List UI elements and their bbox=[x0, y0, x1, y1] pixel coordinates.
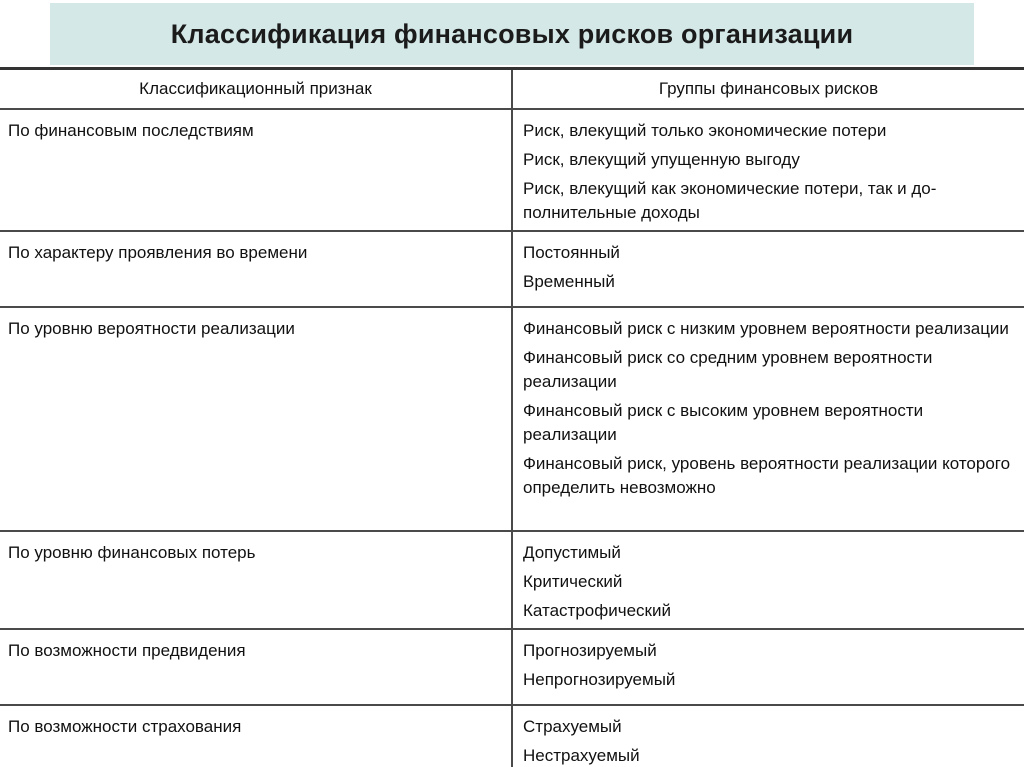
groups-cell bbox=[512, 531, 1024, 629]
group-item: Прогнозируемый bbox=[523, 641, 657, 660]
criterion-text: По возможности страхования bbox=[8, 717, 242, 736]
groups-cell bbox=[512, 231, 1024, 307]
table-row bbox=[0, 231, 1024, 307]
group-item: Временный bbox=[523, 272, 615, 291]
title-bar bbox=[50, 3, 974, 65]
groups-cell bbox=[512, 109, 1024, 231]
group-item: Риск, влекущий как экономические потери, так и до-полнительные доходы bbox=[523, 179, 937, 222]
criterion-text: По уровню финансовых потерь bbox=[8, 543, 256, 562]
table-row bbox=[0, 629, 1024, 705]
criterion-text: По возможности предвидения bbox=[8, 641, 246, 660]
group-item: Нестрахуемый bbox=[523, 746, 640, 765]
criterion-cell bbox=[0, 307, 512, 531]
groups-cell bbox=[512, 629, 1024, 705]
group-item: Финансовый риск, уровень вероятности реализации которого определить невозможно bbox=[523, 454, 1011, 497]
criterion-text: По уровню вероятности реализации bbox=[8, 319, 295, 338]
criterion-cell bbox=[0, 109, 512, 231]
group-item: Финансовый риск с высоким уровнем вероятности реализации bbox=[523, 401, 924, 444]
criterion-text: По характеру проявления во времени bbox=[8, 243, 308, 262]
table-row bbox=[0, 307, 1024, 531]
group-item: Риск, влекущий только экономические потери bbox=[523, 121, 887, 140]
criterion-text: По финансовым последствиям bbox=[8, 121, 254, 140]
groups-cell bbox=[512, 307, 1024, 531]
group-item: Катастрофический bbox=[523, 601, 671, 620]
criterion-cell bbox=[0, 231, 512, 307]
groups-cell bbox=[512, 705, 1024, 767]
group-item: Риск, влекущий упущенную выгоду bbox=[523, 150, 800, 169]
table-row bbox=[0, 109, 1024, 231]
table-header-row bbox=[0, 69, 1024, 110]
group-item: Критический bbox=[523, 572, 623, 591]
risk-classification-table bbox=[0, 67, 1024, 767]
header-groups: Группы финансовых рисков bbox=[512, 69, 1024, 110]
criterion-cell bbox=[0, 705, 512, 767]
table-row bbox=[0, 531, 1024, 629]
criterion-cell bbox=[0, 531, 512, 629]
group-item: Финансовый риск с низким уровнем вероятности реализации bbox=[523, 319, 1009, 338]
page-title: Классификация финансовых рисков организации bbox=[170, 18, 854, 49]
group-item: Финансовый риск со средним уровнем вероятности реализации bbox=[523, 348, 933, 391]
criterion-cell bbox=[0, 629, 512, 705]
header-criterion: Классификационный признак bbox=[0, 69, 512, 110]
group-item: Страхуемый bbox=[523, 717, 622, 736]
group-item: Постоянный bbox=[523, 243, 620, 262]
group-item: Непрогнозируемый bbox=[523, 670, 676, 689]
table-row bbox=[0, 705, 1024, 767]
group-item: Допустимый bbox=[523, 543, 621, 562]
